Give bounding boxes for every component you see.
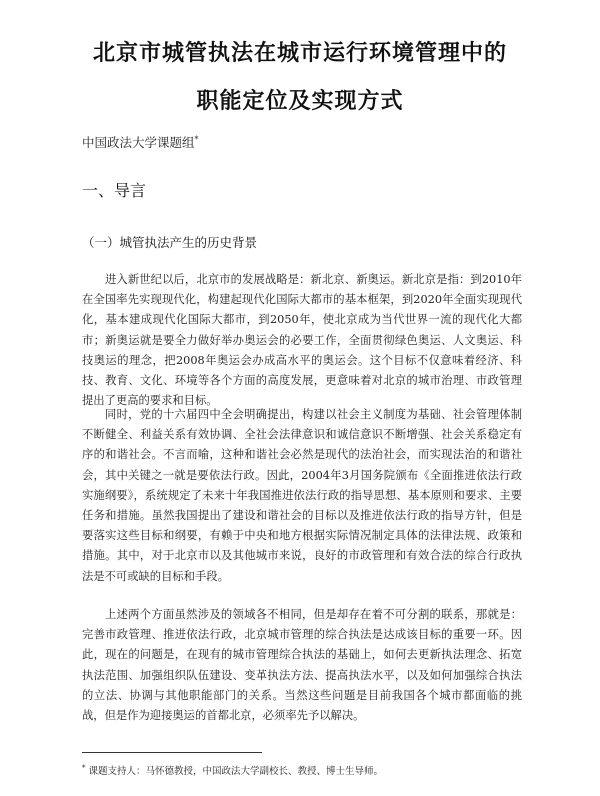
paragraph-1: 进入新世纪以后，北京市的发展战略是：新北京、新奥运。新北京是指：到2010年在全国率先实现现代化，构建起现代化国际大都市的基本框架，到2020年全面实现现代化，基本建成现代化国际大都市，到2050年，使北京成为当代世界一流的现代化大都市；新奥运就是要全力做好举办奥运会的必要工作，全面贯彻绿色奥运、人文奥运、科技奥运的理念，把2008年奥运会办成高水平的奥运会。这个目标不仅意味着经济、科技、教育、文化、环境等各个方面的高度发展，更意味着对北京的城市治理、市政管理提出了更高的要求和目标。 <box>82 273 522 408</box>
document-title-line-2: 职能定位及实现方式 <box>196 89 404 114</box>
section-heading: 一、导言 <box>82 181 147 200</box>
paragraph-2: 同时，党的十六届四中全会明确提出，构建以社会主义制度为基础、社会管理体制不断健全、利益关系有效协调、全社会法律意识和诚信意识不断增强、社会关系稳定有序的和谐社会。不言而喻，这种和谐社会必然是现代的法治社会，而实现法治的和谐社会，其中关键之一就是要依法行政。因此，2004年3月国务院颁布《全面推进依法行政实施纲要》，系统规定了未来十年我国推进依法行政的指导思想、基本原则和要求、主要任务和措施。虽然我国提出了建设和谐社会的目标以及推进依法行政的指导方针，但是要落实这些目标和纲要，有赖于中央和地方根据实际情况制定具体的法律法规、政策和措施。其中，对于北京市以及其他城市来说，良好的市政管理和有效合法的综合行政执法是不可或缺的目标和手段。 <box>82 408 522 583</box>
author-line <box>82 133 199 151</box>
footnote-divider <box>82 752 262 753</box>
document-title-line-1: 北京市城管执法在城市运行环境管理中的 <box>92 41 507 66</box>
footnote-mark: * <box>82 763 86 772</box>
paragraph-3: 上述两个方面虽然涉及的领域各不相同，但是却存在着不可分割的联系，那就是：完善市政管理、推进依法行政，北京城市管理的综合执法是达成该目标的重要一环。因此，现在的问题是，在现有的城市管理综合执法的基础上，如何去更新执法理念、拓宽执法范围、加强组织队伍建设、变革执法方法、提高执法水平，以及如何加强综合执法的立法、协调与其他职能部门的关系。当然这些问题是目前我国各个城市都面临的挑战，但是作为迎接奥运的首都北京，必须率先予以解决。 <box>82 608 522 723</box>
footnote-text: 课题支持人：马怀德教授，中国政法大学副校长、教授、博士生导师。 <box>88 766 384 777</box>
author-footnote-mark: * <box>194 134 199 144</box>
subsection-heading: （一）城管执法产生的历史背景 <box>82 235 258 250</box>
author-name: 中国政法大学课题组 <box>82 135 195 150</box>
footnote <box>82 763 383 777</box>
